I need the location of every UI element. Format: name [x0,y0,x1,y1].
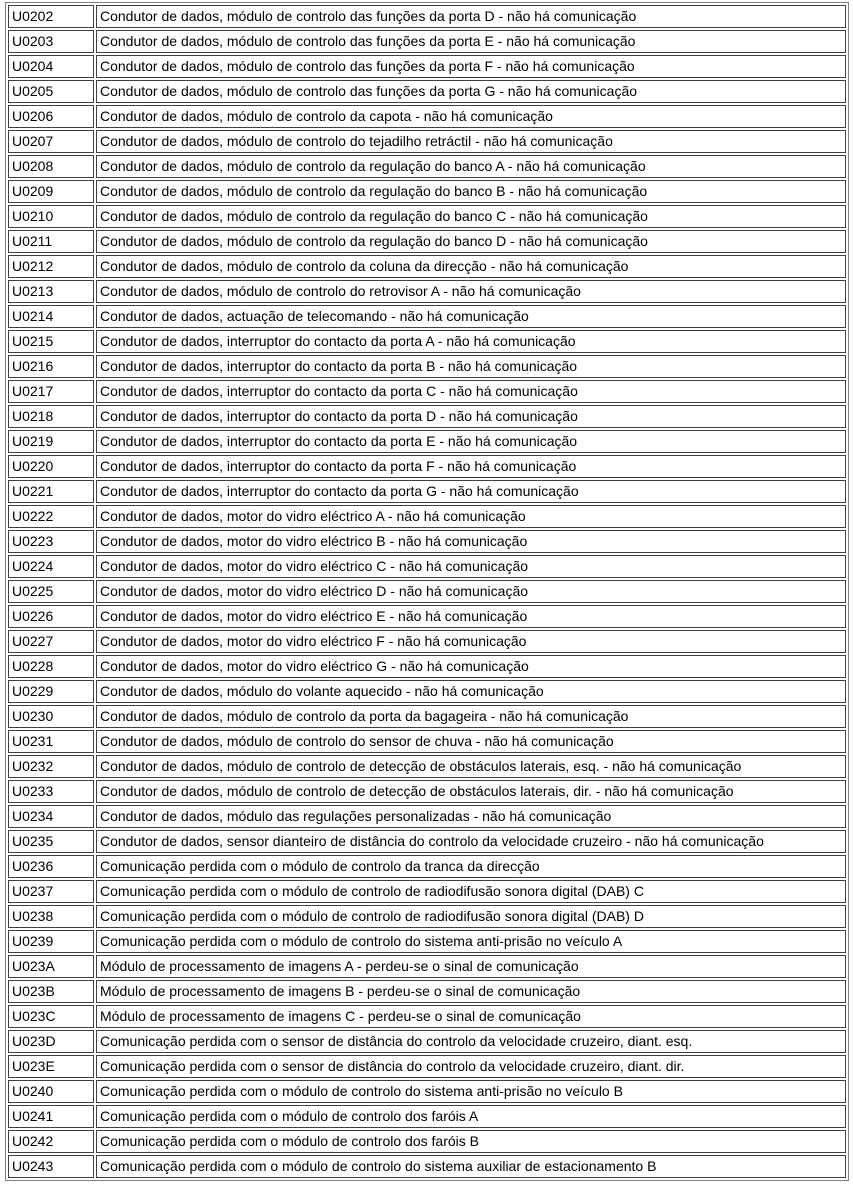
fault-code-cell: U0226 [8,605,94,628]
fault-code-cell: U0225 [8,580,94,603]
table-row [8,230,846,253]
fault-code-cell: U0241 [8,1105,94,1128]
fault-code-cell: U0207 [8,130,94,153]
fault-code-cell: U0228 [8,655,94,678]
fault-code-cell: U0209 [8,180,94,203]
table-row [8,1055,846,1078]
fault-description-cell: Condutor de dados, motor do vidro eléctrico E - não há comunicação [96,605,846,628]
fault-description-cell: Comunicação perdida com o módulo de controlo do sistema auxiliar de estacionamento B [96,1155,846,1178]
table-row [8,555,846,578]
fault-code-cell: U0206 [8,105,94,128]
table-row [8,1030,846,1053]
fault-code-cell: U0205 [8,80,94,103]
fault-code-cell: U0212 [8,255,94,278]
fault-description-cell: Condutor de dados, módulo de controlo de detecção de obstáculos laterais, esq. - não há comunicação [96,755,846,778]
table-row [8,180,846,203]
fault-description-cell: Condutor de dados, módulo de controlo das funções da porta E - não há comunicação [96,30,846,53]
fault-code-cell: U0227 [8,630,94,653]
fault-description-cell: Comunicação perdida com o módulo de controlo do sistema anti-prisão no veículo A [96,930,846,953]
fault-description-cell: Condutor de dados, sensor dianteiro de distância do controlo da velocidade cruzeiro - não há comunicação [96,830,846,853]
fault-description-cell: Condutor de dados, interruptor do contacto da porta D - não há comunicação [96,405,846,428]
fault-description-cell: Condutor de dados, módulo de controlo da coluna da direcção - não há comunicação [96,255,846,278]
fault-description-cell: Condutor de dados, módulo de controlo da regulação do banco C - não há comunicação [96,205,846,228]
fault-code-cell: U0208 [8,155,94,178]
fault-description-cell: Condutor de dados, módulo de controlo das funções da porta D - não há comunicação [96,5,846,28]
fault-description-cell: Condutor de dados, interruptor do contacto da porta A - não há comunicação [96,330,846,353]
fault-description-cell: Condutor de dados, motor do vidro eléctrico C - não há comunicação [96,555,846,578]
fault-description-cell: Condutor de dados, módulo das regulações personalizadas - não há comunicação [96,805,846,828]
fault-code-cell: U0240 [8,1080,94,1103]
table-body [8,5,846,1178]
table-row [8,330,846,353]
table-row [8,305,846,328]
fault-code-cell: U023E [8,1055,94,1078]
fault-description-cell: Condutor de dados, interruptor do contacto da porta C - não há comunicação [96,380,846,403]
fault-description-cell: Condutor de dados, módulo de controlo do retrovisor A - não há comunicação [96,280,846,303]
table-row [8,655,846,678]
dtc-code-table [5,2,849,1181]
fault-description-cell: Comunicação perdida com o módulo de controlo de radiodifusão sonora digital (DAB) D [96,905,846,928]
table-row [8,205,846,228]
table-row [8,505,846,528]
fault-description-cell: Comunicação perdida com o módulo de controlo dos faróis A [96,1105,846,1128]
fault-description-cell: Condutor de dados, módulo de controlo da porta da bagageira - não há comunicação [96,705,846,728]
fault-description-cell: Condutor de dados, módulo de controlo das funções da porta F - não há comunicação [96,55,846,78]
fault-description-cell: Condutor de dados, módulo do volante aquecido - não há comunicação [96,680,846,703]
fault-code-cell: U0234 [8,805,94,828]
fault-code-cell: U0213 [8,280,94,303]
table-row [8,80,846,103]
table-row [8,705,846,728]
fault-code-cell: U0215 [8,330,94,353]
fault-description-cell: Condutor de dados, motor do vidro eléctrico A - não há comunicação [96,505,846,528]
table-row [8,1130,846,1153]
table-row [8,30,846,53]
fault-description-cell: Condutor de dados, interruptor do contacto da porta G - não há comunicação [96,480,846,503]
table-row [8,630,846,653]
fault-code-cell: U0220 [8,455,94,478]
table-row [8,730,846,753]
fault-code-cell: U0236 [8,855,94,878]
table-row [8,980,846,1003]
fault-code-cell: U0231 [8,730,94,753]
table-row [8,405,846,428]
fault-code-cell: U0239 [8,930,94,953]
fault-description-cell: Condutor de dados, motor do vidro eléctrico B - não há comunicação [96,530,846,553]
fault-code-cell: U023A [8,955,94,978]
fault-description-cell: Comunicação perdida com o módulo de controlo do sistema anti-prisão no veículo B [96,1080,846,1103]
table-row [8,755,846,778]
table-row [8,1080,846,1103]
fault-description-cell: Comunicação perdida com o sensor de distância do controlo da velocidade cruzeiro, diant. dir. [96,1055,846,1078]
fault-code-cell: U0204 [8,55,94,78]
table-row [8,430,846,453]
fault-description-cell: Condutor de dados, interruptor do contacto da porta E - não há comunicação [96,430,846,453]
table-row [8,605,846,628]
fault-description-cell: Condutor de dados, módulo de controlo da capota - não há comunicação [96,105,846,128]
fault-code-cell: U0217 [8,380,94,403]
table-row [8,580,846,603]
fault-code-cell: U0242 [8,1130,94,1153]
fault-code-cell: U0222 [8,505,94,528]
fault-code-cell: U0216 [8,355,94,378]
fault-code-cell: U0243 [8,1155,94,1178]
table-row [8,905,846,928]
table-row [8,780,846,803]
fault-description-cell: Condutor de dados, módulo de controlo de detecção de obstáculos laterais, dir. - não há comunicação [96,780,846,803]
fault-description-cell: Condutor de dados, motor do vidro eléctrico F - não há comunicação [96,630,846,653]
table-row [8,680,846,703]
fault-code-cell: U0210 [8,205,94,228]
fault-code-cell: U0223 [8,530,94,553]
table-row [8,805,846,828]
table-row [8,55,846,78]
table-row [8,1105,846,1128]
fault-code-cell: U0219 [8,430,94,453]
table-row [8,1005,846,1028]
fault-code-cell: U0238 [8,905,94,928]
fault-description-cell: Condutor de dados, módulo de controlo da regulação do banco A - não há comunicação [96,155,846,178]
fault-description-cell: Condutor de dados, interruptor do contacto da porta F - não há comunicação [96,455,846,478]
table-row [8,930,846,953]
fault-code-cell: U0229 [8,680,94,703]
fault-code-cell: U0214 [8,305,94,328]
table-row [8,530,846,553]
table-row [8,880,846,903]
table-row [8,830,846,853]
fault-description-cell: Condutor de dados, módulo de controlo do tejadilho retráctil - não há comunicação [96,130,846,153]
fault-description-cell: Condutor de dados, módulo de controlo do sensor de chuva - não há comunicação [96,730,846,753]
fault-description-cell: Comunicação perdida com o módulo de controlo de radiodifusão sonora digital (DAB) C [96,880,846,903]
table-row [8,105,846,128]
table-row [8,1155,846,1178]
fault-code-cell: U0232 [8,755,94,778]
table-row [8,255,846,278]
fault-description-cell: Comunicação perdida com o módulo de controlo dos faróis B [96,1130,846,1153]
table-row [8,480,846,503]
fault-code-cell: U0211 [8,230,94,253]
fault-code-cell: U0230 [8,705,94,728]
fault-description-cell: Condutor de dados, actuação de telecomando - não há comunicação [96,305,846,328]
table-row [8,955,846,978]
fault-code-cell: U0202 [8,5,94,28]
table-row [8,455,846,478]
table-row [8,5,846,28]
fault-code-cell: U0235 [8,830,94,853]
fault-description-cell: Módulo de processamento de imagens A - perdeu-se o sinal de comunicação [96,955,846,978]
fault-code-cell: U023C [8,1005,94,1028]
fault-code-cell: U0221 [8,480,94,503]
fault-description-cell: Módulo de processamento de imagens B - perdeu-se o sinal de comunicação [96,980,846,1003]
table-row [8,155,846,178]
fault-code-cell: U023B [8,980,94,1003]
fault-code-cell: U0203 [8,30,94,53]
table-row [8,130,846,153]
fault-description-cell: Condutor de dados, módulo de controlo das funções da porta G - não há comunicação [96,80,846,103]
fault-code-cell: U0218 [8,405,94,428]
fault-description-cell: Comunicação perdida com o sensor de distância do controlo da velocidade cruzeiro, diant. esq. [96,1030,846,1053]
table-row [8,355,846,378]
fault-code-cell: U0233 [8,780,94,803]
fault-description-cell: Condutor de dados, motor do vidro eléctrico D - não há comunicação [96,580,846,603]
fault-description-cell: Condutor de dados, módulo de controlo da regulação do banco D - não há comunicação [96,230,846,253]
fault-code-cell: U0237 [8,880,94,903]
table-row [8,855,846,878]
fault-code-cell: U0224 [8,555,94,578]
fault-description-cell: Módulo de processamento de imagens C - perdeu-se o sinal de comunicação [96,1005,846,1028]
fault-description-cell: Condutor de dados, interruptor do contacto da porta B - não há comunicação [96,355,846,378]
fault-description-cell: Condutor de dados, módulo de controlo da regulação do banco B - não há comunicação [96,180,846,203]
fault-description-cell: Condutor de dados, motor do vidro eléctrico G - não há comunicação [96,655,846,678]
fault-code-cell: U023D [8,1030,94,1053]
fault-description-cell: Comunicação perdida com o módulo de controlo da tranca da direcção [96,855,846,878]
table-row [8,380,846,403]
table-row [8,280,846,303]
